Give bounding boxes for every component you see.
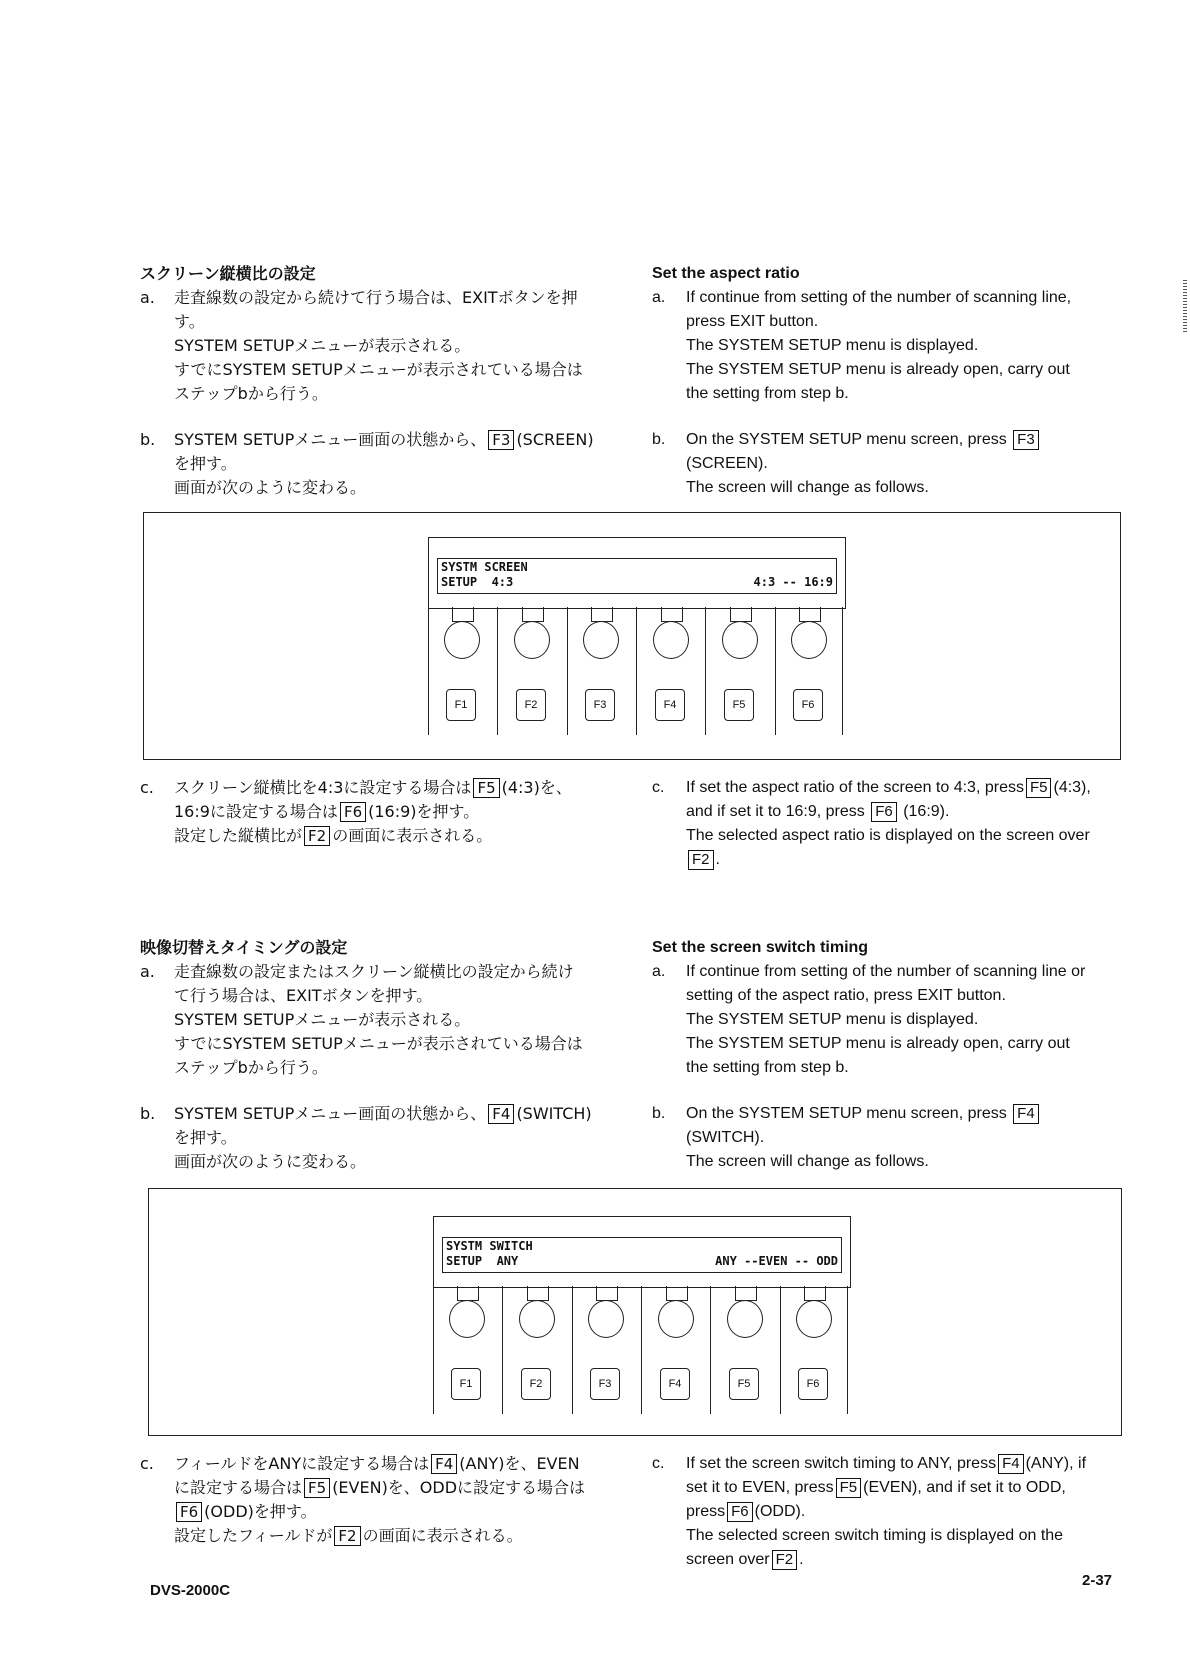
text-line: に設定する場合は F5 (EVEN)を、ODDに設定する場合は: [174, 1478, 586, 1497]
text-line: the setting from step b.: [686, 385, 849, 402]
step-label: c.: [652, 779, 665, 796]
text-line: The selected aspect ratio is displayed on the screen over: [686, 827, 1090, 844]
step-label: a.: [140, 962, 155, 981]
text-line: フィールドをANYに設定する場合は F4 (ANY)を、EVEN: [174, 1454, 580, 1473]
text-line: SYSTEM SETUPメニューが表示される。: [174, 336, 471, 355]
jp-section1-title: スクリーン縦横比の設定: [140, 264, 316, 283]
step-label: b.: [652, 1105, 666, 1122]
key-box: F4: [1013, 1104, 1039, 1124]
text-line: スクリーン縦横比を4:3に設定する場合は F5 (4:3)を、: [174, 778, 572, 797]
step-label: c.: [140, 1454, 154, 1473]
text-line: 設定したフィールドが F2 の画面に表示される。: [174, 1526, 523, 1545]
knob-6[interactable]: [796, 1300, 832, 1338]
text-line: The SYSTEM SETUP menu is displayed.: [686, 337, 979, 354]
text-line: press EXIT button.: [686, 313, 819, 330]
text-line: The screen will change as follows.: [686, 1153, 929, 1170]
en-step-c: [652, 1452, 1132, 1572]
step-label: b.: [140, 430, 156, 449]
jp-step-b: [140, 428, 630, 500]
text-line: (SCREEN).: [686, 455, 768, 472]
knob-3[interactable]: [583, 621, 619, 659]
key-box: F3: [488, 430, 514, 450]
knob-5[interactable]: [727, 1300, 763, 1338]
lcd-line2: SETUP ANY: [446, 1254, 519, 1268]
knob-2[interactable]: [519, 1300, 555, 1338]
text-line: If set the screen switch timing to ANY, press F4 (ANY), if: [686, 1455, 1087, 1472]
lcd-display: [428, 537, 846, 609]
key-box: F2: [334, 1526, 360, 1546]
text-line: On the SYSTEM SETUP menu screen, press F3: [686, 428, 1132, 452]
step-label: c.: [140, 778, 154, 797]
jp-section2-title: 映像切替えタイミングの設定: [140, 938, 348, 957]
jp-step-a: [140, 286, 630, 406]
en-step-b: [652, 1102, 1132, 1174]
f3-key[interactable]: F3: [585, 689, 615, 721]
text-line: 画面が次のように変わる。: [174, 478, 367, 497]
text-line: 16:9に設定する場合は F6 (16:9)を押す。: [174, 802, 480, 821]
step-label: a.: [652, 963, 666, 980]
text-line: setting of the aspect ratio, press EXIT button.: [686, 987, 1006, 1004]
text-line: SYSTEM SETUPメニューが表示される。: [174, 1010, 471, 1029]
text-line: On the SYSTEM SETUP menu screen, press F4: [686, 1102, 1132, 1126]
en-section1: [652, 262, 1132, 500]
lcd-line1: SYSTM SWITCH: [446, 1239, 533, 1253]
f1-key[interactable]: F1: [446, 689, 476, 721]
f4-key[interactable]: F4: [655, 689, 685, 721]
text-line: F2 .: [686, 848, 1132, 872]
key-box: F6: [340, 802, 366, 822]
text-line: すでにSYSTEM SETUPメニューが表示されている場合は: [174, 1034, 583, 1053]
footer-model: DVS-2000C: [150, 1582, 231, 1599]
text-line: て行う場合は、EXITボタンを押す。: [174, 986, 433, 1005]
en-step-a: [652, 286, 1132, 406]
step-label: a.: [652, 289, 666, 306]
knob-1[interactable]: [444, 621, 480, 659]
knob-6[interactable]: [791, 621, 827, 659]
lcd-line2: SETUP 4:3: [441, 575, 514, 589]
key-box: F5: [836, 1478, 862, 1498]
jp-section1: [140, 262, 630, 500]
knob-4[interactable]: [658, 1300, 694, 1338]
f6-key[interactable]: F6: [798, 1368, 828, 1400]
key-box: F5: [473, 778, 499, 798]
key-box: F5: [1026, 778, 1052, 798]
step-label: b.: [140, 1104, 156, 1123]
f2-key[interactable]: F2: [516, 689, 546, 721]
text-line: set it to EVEN, press F5 (EVEN), and if set it to ODD,: [686, 1479, 1066, 1496]
en-section1-title: Set the aspect ratio: [652, 265, 800, 282]
text-line: The screen will change as follows.: [686, 479, 929, 496]
lcd-options: 4:3 -- 16:9: [753, 575, 833, 589]
key-box: F4: [998, 1454, 1024, 1474]
key-box: F3: [1013, 430, 1039, 450]
text-line: ステップbから行う。: [174, 1058, 328, 1077]
knob-5[interactable]: [722, 621, 758, 659]
text-line: press F6 (ODD).: [686, 1503, 806, 1520]
text-line: 走査線数の設定から続けて行う場合は、EXITボタンを押: [174, 288, 578, 307]
knob-4[interactable]: [653, 621, 689, 659]
text-line: すでにSYSTEM SETUPメニューが表示されている場合は: [174, 360, 583, 379]
step-label: a.: [140, 288, 155, 307]
f5-key[interactable]: F5: [724, 689, 754, 721]
step-label: c.: [652, 1455, 665, 1472]
knob-2[interactable]: [514, 621, 550, 659]
key-box: F2: [688, 850, 714, 870]
knob-1[interactable]: [449, 1300, 485, 1338]
text-line: screen over F2 .: [686, 1551, 804, 1568]
key-box: F4: [431, 1454, 457, 1474]
en-step-a: [652, 960, 1132, 1080]
key-box: F4: [488, 1104, 514, 1124]
en-section2: [652, 936, 1132, 1174]
text-line: (SWITCH).: [686, 1129, 765, 1146]
edge-mark: [1183, 280, 1187, 334]
text-line: 画面が次のように変わる。: [174, 1152, 367, 1171]
f3-key[interactable]: F3: [590, 1368, 620, 1400]
text-line: and if set it to 16:9, press F6 (16:9).: [686, 803, 950, 820]
text-line: The SYSTEM SETUP menu is already open, carry out: [686, 1035, 1070, 1052]
function-keys: [428, 607, 844, 737]
key-box: F5: [304, 1478, 330, 1498]
f5-key[interactable]: F5: [729, 1368, 759, 1400]
text-line: す。: [174, 312, 205, 331]
text-line: the setting from step b.: [686, 1059, 849, 1076]
text-line: を押す。: [174, 454, 237, 473]
text-line: The selected screen switch timing is displayed on the: [686, 1527, 1064, 1544]
text-line: 設定した縦横比が F2 の画面に表示される。: [174, 826, 493, 845]
jp-step-a: [140, 960, 630, 1080]
text-line: If continue from setting of the number of scanning line,: [686, 289, 1072, 306]
control-panel-diagram: [148, 1188, 1122, 1436]
key-box: F6: [727, 1502, 753, 1522]
jp-step-b: [140, 1102, 630, 1174]
en-step-b: [652, 428, 1132, 500]
page-number: 2-37: [1082, 1572, 1113, 1589]
step-label: b.: [652, 431, 666, 448]
text-line: 走査線数の設定またはスクリーン縦横比の設定から続け: [174, 962, 574, 981]
key-box: F6: [871, 802, 897, 822]
text-line: The SYSTEM SETUP menu is displayed.: [686, 1011, 979, 1028]
jp-step-c: [140, 776, 630, 848]
text-line: ステップbから行う。: [174, 384, 328, 403]
jp-step-c: [140, 1452, 630, 1548]
f6-key[interactable]: F6: [793, 689, 823, 721]
lcd-line1: SYSTM SCREEN: [441, 560, 528, 574]
text-line: SYSTEM SETUPメニュー画面の状態から、 F3 (SCREEN): [174, 430, 594, 449]
f1-key[interactable]: F1: [451, 1368, 481, 1400]
key-box: F2: [304, 826, 330, 846]
f2-key[interactable]: F2: [521, 1368, 551, 1400]
text-line: If continue from setting of the number of scanning line or: [686, 963, 1086, 980]
text-line: を押す。: [174, 1128, 237, 1147]
key-box: F2: [772, 1550, 798, 1570]
text-line: If set the aspect ratio of the screen to 4:3, press F5 (4:3),: [686, 779, 1091, 796]
f4-key[interactable]: F4: [660, 1368, 690, 1400]
jp-section2: [140, 936, 630, 1174]
text-line: SYSTEM SETUPメニュー画面の状態から、 F4 (SWITCH): [174, 1104, 592, 1123]
en-section2-title: Set the screen switch timing: [652, 939, 869, 956]
text-line: The SYSTEM SETUP menu is already open, carry out: [686, 361, 1070, 378]
lcd-display: [433, 1216, 851, 1288]
knob-3[interactable]: [588, 1300, 624, 1338]
function-keys: [433, 1286, 849, 1416]
text-line: F6 (ODD)を押す。: [174, 1500, 630, 1524]
control-panel-diagram: [143, 512, 1121, 760]
en-step-c: [652, 776, 1132, 872]
lcd-options: ANY --EVEN -- ODD: [715, 1254, 838, 1268]
key-box: F6: [176, 1502, 202, 1522]
